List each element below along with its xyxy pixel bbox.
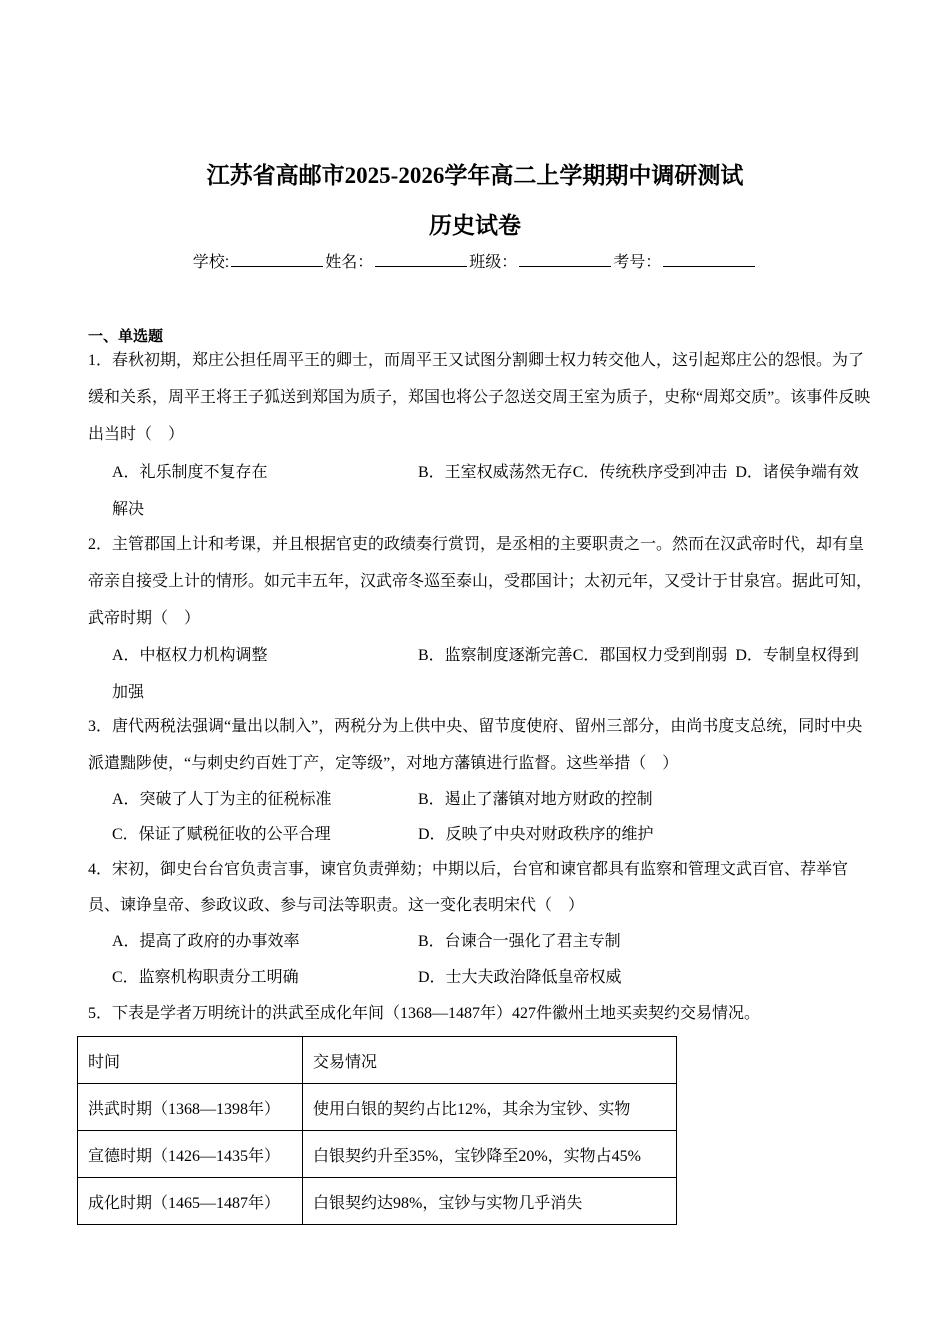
question-5-stem: 5．下表是学者万明统计的洪武至成化年间（1368—1487年）427件徽州土地买卖契约交易情况。 (88, 1005, 761, 1022)
student-info-fields (0, 250, 950, 275)
school-blank (231, 250, 323, 267)
class-label: 班级： (469, 254, 518, 271)
table-cell: 白银契约升至35%，宝钞降至20%，实物占45% (303, 1131, 677, 1178)
option-c: C．监察机构职责分工明确 (112, 969, 299, 986)
contract-table (77, 1036, 677, 1225)
question-4-stem: 4．宋初，御史台台官负责言事，谏官负责弹劾；中期以后，台官和谏官都具有监察和管理文武百官、荐举官员、谏诤皇帝、参政议政、参与司法等职责。这一变化表明宋代（ ） (88, 861, 849, 914)
exam-number-label: 考号： (613, 254, 662, 271)
table-row (78, 1178, 677, 1225)
question-1-stem: 1．春秋初期，郑庄公担任周平王的卿士，而周平王又试图分割卿士权力转交他人，这引起郑庄公的怨恨。为了缓和关系，周平王将王子狐送到郑国为质子，郑国也将公子忽送交周王室为质子，史称“周郑交质”。该事件反映出当时（ ） (88, 352, 871, 443)
table-header-cell: 时间 (78, 1037, 303, 1084)
option-c: C．传统秩序受到冲击 (572, 464, 728, 481)
option-b: B．台谏合一强化了君主专制 (418, 933, 621, 950)
option-b: B．遏止了藩镇对地方财政的控制 (418, 791, 653, 808)
table-row (78, 1131, 677, 1178)
option-a: A．提高了政府的办事效率 (112, 933, 300, 950)
name-blank (375, 250, 467, 267)
option-b: B．王室权威荡然无存 (418, 464, 573, 481)
table-header-cell: 交易情况 (303, 1037, 677, 1084)
name-label: 姓名： (325, 254, 374, 271)
exam-title: 江苏省高邮市2025-2026学年高二上学期期中调研测试 (206, 163, 744, 188)
school-label: 学校: (192, 254, 230, 271)
exam-number-blank (663, 250, 755, 267)
exam-subtitle: 历史试卷 (429, 213, 521, 238)
option-d: D．士大夫政治降低皇帝权威 (418, 969, 622, 986)
section-heading: 一、单选题 (88, 328, 164, 345)
class-blank (519, 250, 611, 267)
option-b: B．监察制度逐渐完善 (418, 647, 573, 664)
table-cell: 成化时期（1465—1487年） (78, 1178, 303, 1225)
question-3-options (112, 782, 872, 852)
table-cell: 白银契约达98%，宝钞与实物几乎消失 (303, 1178, 677, 1225)
option-a: A．礼乐制度不复存在 (112, 464, 268, 481)
option-c: C．郡国权力受到削弱 (572, 647, 728, 664)
question-2-options (112, 637, 872, 711)
table-cell: 宣德时期（1426—1435年） (78, 1131, 303, 1178)
option-a: A．中枢权力机构调整 (112, 647, 268, 664)
table-cell: 使用白银的契约占比12%，其余为宝钞、实物 (303, 1084, 677, 1131)
question-2-stem: 2．主管郡国上计和考课，并且根据官吏的政绩奏行赏罚，是丞相的主要职责之一。然而在汉武帝时代，却有皇帝亲自接受上计的情形。如元丰五年，汉武帝冬巡至泰山，受郡国计；太初元年，又受计于甘泉宫。据此可知，武帝时期（ ） (88, 536, 873, 627)
option-d: D．诸侯争端有效解决 (112, 464, 859, 518)
question-1-options (112, 454, 872, 528)
option-c: C．保证了赋税征收的公平合理 (112, 826, 331, 843)
table-cell: 洪武时期（1368—1398年） (78, 1084, 303, 1131)
option-d: D．专制皇权得到加强 (112, 647, 859, 701)
option-a: A．突破了人丁为主的征税标准 (112, 791, 332, 808)
table-row (78, 1084, 677, 1131)
table-header-row (78, 1037, 677, 1084)
question-4-options (112, 924, 872, 996)
option-d: D．反映了中央对财政秩序的维护 (418, 826, 654, 843)
question-3-stem: 3．唐代两税法强调“量出以制入”，两税分为上供中央、留节度使府、留州三部分，由尚书度支总统，同时中央派遣黜陟使，“与刺史约百姓丁产，定等级”，对地方藩镇进行监督。这些举措（ ） (88, 718, 863, 772)
